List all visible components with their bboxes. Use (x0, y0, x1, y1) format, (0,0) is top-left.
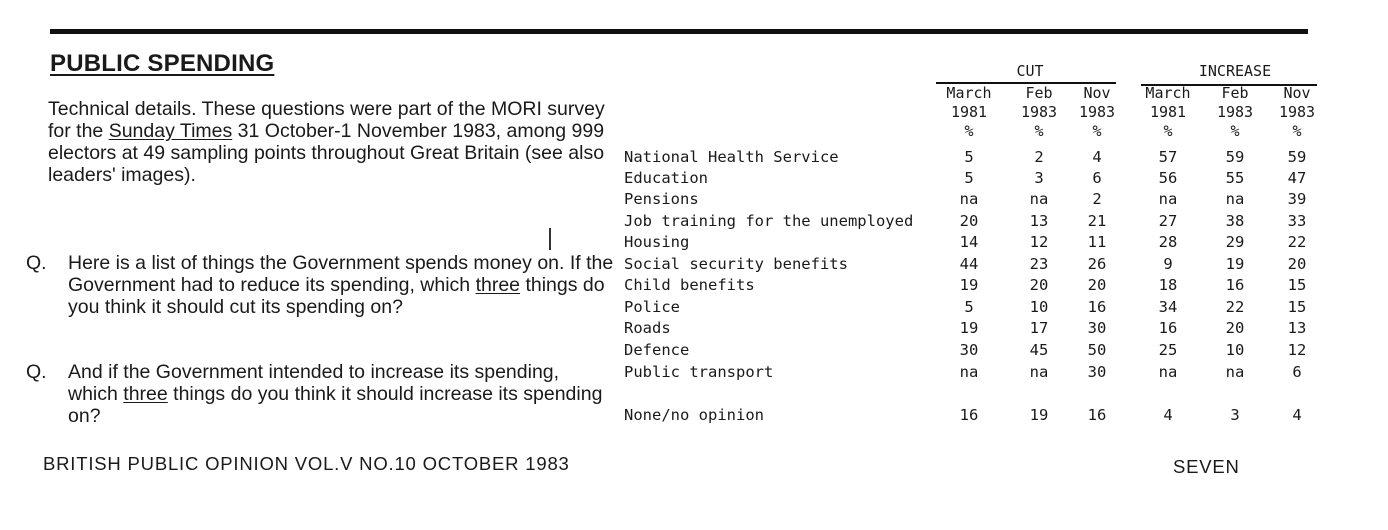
row-label: Job training for the unemployed (624, 212, 914, 230)
row-label: Police (624, 298, 680, 316)
column-header (1204, 84, 1266, 141)
table-cell: 2 (1034, 148, 1044, 166)
table-cell: 5 (964, 169, 974, 187)
table-cell: 20 (1225, 319, 1245, 337)
table-cell: 22 (1287, 233, 1307, 251)
table-cell: 28 (1158, 233, 1178, 251)
table-cell: 47 (1287, 169, 1307, 187)
table-cell: 21 (1087, 212, 1107, 230)
table-cell: 12 (1287, 341, 1307, 359)
table-cell: 20 (1287, 255, 1307, 273)
row-label: Public transport (624, 363, 774, 381)
table-cell: 5 (964, 298, 974, 316)
table-cell: 59 (1225, 148, 1245, 166)
column-header-year: 1981 (1149, 103, 1187, 121)
table-cell: 23 (1029, 255, 1049, 273)
table-cell: 11 (1087, 233, 1107, 251)
technical-details-text: Technical details. These questions were part of the MORI survey for the (48, 98, 605, 142)
question-label: Q. (26, 361, 47, 383)
row-label: National Health Service (624, 148, 839, 166)
column-header-month: Feb (1221, 84, 1249, 102)
row-label: Roads (624, 319, 671, 337)
table-cell: 38 (1225, 212, 1245, 230)
column-header-unit: % (964, 122, 974, 140)
column-header-year: 1983 (1020, 103, 1058, 121)
table-cell: 3 (1034, 169, 1044, 187)
column-header (1266, 84, 1328, 141)
table-cell: 15 (1287, 298, 1307, 316)
table-cell: 56 (1158, 169, 1178, 187)
table-cell: na (1029, 190, 1049, 208)
table-cell: 25 (1158, 341, 1178, 359)
column-header-year: 1981 (950, 103, 988, 121)
table-cell: 19 (959, 276, 979, 294)
table-cell: na (959, 363, 979, 381)
column-header-unit: % (1034, 122, 1044, 140)
table-cell: 30 (1087, 319, 1107, 337)
table-cell: 5 (964, 148, 974, 166)
table-cell: na (959, 190, 979, 208)
group-header-increase: INCREASE (1198, 62, 1272, 80)
table-cell: 14 (959, 233, 979, 251)
table-cell: 6 (1292, 363, 1302, 381)
table-cell: 30 (959, 341, 979, 359)
column-header-month: March (1145, 84, 1191, 102)
column-header (1008, 84, 1070, 141)
table-cell: 39 (1287, 190, 1307, 208)
question-text-start: And if the Government intended to increase its spending, which (68, 361, 560, 405)
table-cell: 27 (1158, 212, 1178, 230)
table-cell: 16 (1225, 276, 1245, 294)
row-label: Pensions (624, 190, 699, 208)
column-header (938, 84, 1000, 141)
table-cell: na (1158, 363, 1178, 381)
question-text-start: Here is a list of things the Government spends money on. If the Government had to reduce its spending, which (68, 252, 614, 296)
column-header-year: 1983 (1278, 103, 1316, 121)
row-label: None/no opinion (624, 406, 764, 424)
column-header-unit: % (1163, 122, 1173, 140)
table-cell: 10 (1225, 341, 1245, 359)
table-cell: 16 (1087, 406, 1107, 424)
column-header (1066, 84, 1128, 141)
question-text-end: things do you think it should cut its spending on? (68, 274, 605, 318)
table-cell: 19 (1225, 255, 1245, 273)
question-text (68, 361, 608, 427)
table-cell: 30 (1087, 363, 1107, 381)
publication-footer: BRITISH PUBLIC OPINION VOL.V NO.10 OCTOBER 1983 (43, 453, 570, 474)
row-label: Defence (624, 341, 690, 359)
column-header-unit: % (1092, 122, 1102, 140)
table-cell: 34 (1158, 298, 1178, 316)
table-cell: 4 (1163, 406, 1173, 424)
table-cell: 3 (1230, 406, 1240, 424)
page-title: PUBLIC SPENDING (50, 50, 275, 77)
table-cell: 15 (1287, 276, 1307, 294)
question-text-end: things do you think it should increase its spending on? (68, 383, 603, 427)
table-cell: 13 (1029, 212, 1049, 230)
table-cell: 10 (1029, 298, 1049, 316)
column-header-month: Nov (1083, 84, 1111, 102)
table-cell: 19 (959, 319, 979, 337)
column-header-month: Feb (1025, 84, 1053, 102)
column-header (1137, 84, 1199, 141)
column-header-unit: % (1230, 122, 1240, 140)
table-cell: 16 (1158, 319, 1178, 337)
question-text (68, 252, 628, 318)
column-header-month: Nov (1283, 84, 1311, 102)
column-header-month: March (946, 84, 992, 102)
table-cell: 9 (1163, 255, 1173, 273)
table-cell: 59 (1287, 148, 1307, 166)
table-cell: 18 (1158, 276, 1178, 294)
table-cell: 33 (1287, 212, 1307, 230)
row-label: Social security benefits (624, 255, 848, 273)
table-cell: 16 (1087, 298, 1107, 316)
question-label: Q. (26, 252, 47, 274)
table-cell: 13 (1287, 319, 1307, 337)
question-emphasis: three (123, 383, 168, 405)
column-header-year: 1983 (1216, 103, 1254, 121)
table-cell: 55 (1225, 169, 1245, 187)
table-cell: 22 (1225, 298, 1245, 316)
technical-details (48, 98, 608, 186)
table-cell: 29 (1225, 233, 1245, 251)
table-cell: 4 (1292, 406, 1302, 424)
table-cell: 20 (959, 212, 979, 230)
table-cell: 19 (1029, 406, 1049, 424)
row-label: Child benefits (624, 276, 755, 294)
table-cell: na (1029, 363, 1049, 381)
table-cell: 16 (959, 406, 979, 424)
table-cell: na (1225, 363, 1245, 381)
page-number: SEVEN (1173, 456, 1240, 477)
table-cell: na (1158, 190, 1178, 208)
stray-mark (549, 228, 551, 250)
column-header-year: 1983 (1078, 103, 1116, 121)
table-cell: 20 (1087, 276, 1107, 294)
technical-details-text-end: 31 October-1 November 1983, among 999 electors at 49 sampling points throughout Great Britain (see also leaders' images). (48, 120, 605, 186)
table-cell: 26 (1087, 255, 1107, 273)
group-header-cut: CUT (1016, 62, 1044, 80)
row-label: Education (624, 169, 708, 187)
table-cell: 44 (959, 255, 979, 273)
table-cell: 45 (1029, 341, 1049, 359)
question-emphasis: three (475, 274, 521, 296)
newspaper-name: Sunday Times (108, 120, 233, 142)
top-rule (50, 29, 1308, 34)
table-cell: 17 (1029, 319, 1049, 337)
table-cell: 57 (1158, 148, 1178, 166)
table-cell: 12 (1029, 233, 1049, 251)
column-header-unit: % (1292, 122, 1302, 140)
table-cell: 50 (1087, 341, 1107, 359)
table-cell: na (1225, 190, 1245, 208)
table-cell: 4 (1092, 148, 1102, 166)
table-cell: 20 (1029, 276, 1049, 294)
table-cell: 2 (1092, 190, 1102, 208)
table-cell: 6 (1092, 169, 1102, 187)
row-label: Housing (624, 233, 690, 251)
